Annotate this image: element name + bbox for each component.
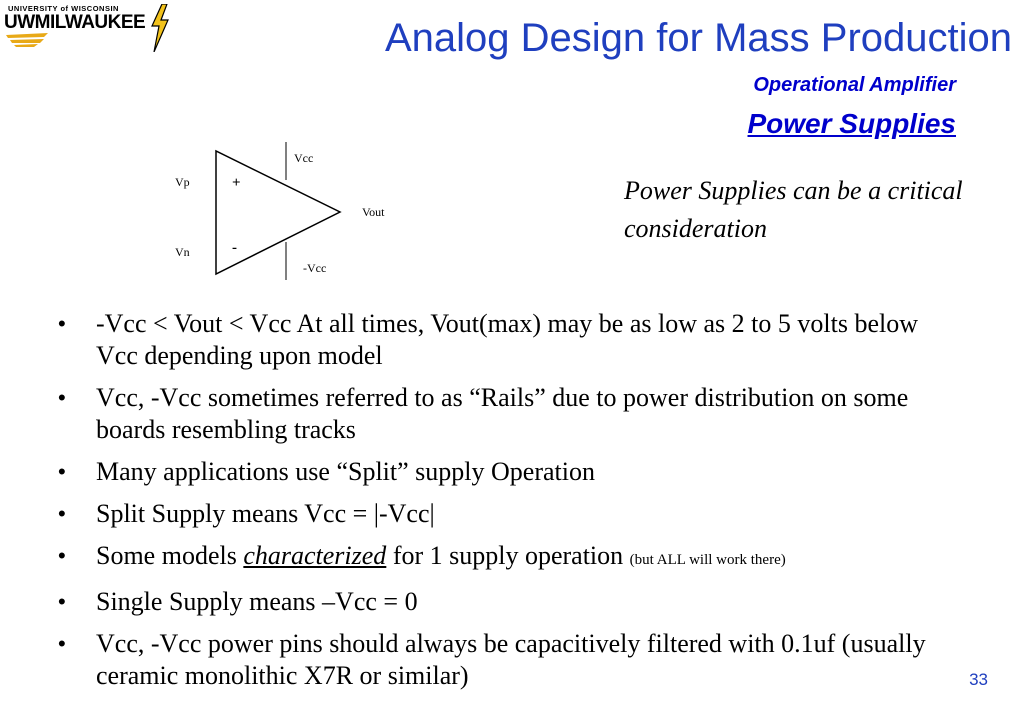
- vcc-label: Vcc: [294, 151, 314, 165]
- logo-wordmark: [4, 12, 145, 34]
- page-number: 33: [969, 670, 988, 689]
- bullet-marker: •: [58, 631, 66, 656]
- plus-sign: +: [232, 175, 241, 191]
- bullet-text: Single Supply means –Vcc = 0: [96, 587, 418, 616]
- university-logo: [4, 4, 174, 54]
- callout-note: Power Supplies can be a critical consideration: [624, 176, 963, 243]
- bullet-aside: (but ALL will work there): [629, 552, 786, 568]
- list-item: [56, 382, 956, 446]
- bullet-text: -Vcc < Vout < Vcc At all times, Vout(max) may be as low as 2 to 5 volts below Vcc depending upon model: [96, 309, 918, 370]
- logo-wing-icon: [4, 32, 54, 48]
- bullet-text: Many applications use “Split” supply Operation: [96, 457, 595, 486]
- bullet-list: [56, 308, 956, 702]
- vp-label: Vp: [175, 175, 190, 189]
- bullet-text-before: Some models: [96, 541, 244, 570]
- vn-label: Vn: [175, 245, 190, 259]
- logo-uw: UW: [4, 12, 35, 33]
- vout-label: Vout: [362, 205, 385, 219]
- list-item: [56, 586, 956, 618]
- bullet-emphasis: characterized: [243, 541, 387, 570]
- slide-subtitle: Operational Amplifier: [753, 74, 956, 96]
- slide-title: Analog Design for Mass Production: [385, 16, 1012, 60]
- bullet-text-after: for 1 supply operation: [386, 541, 630, 570]
- opamp-diagram: [160, 140, 420, 290]
- list-item: [56, 540, 956, 576]
- bullet-marker: •: [58, 311, 66, 336]
- list-item: [56, 308, 956, 372]
- list-item: [56, 456, 956, 488]
- section-heading: Power Supplies: [747, 108, 956, 139]
- bullet-marker: •: [58, 589, 66, 614]
- bullet-marker: •: [58, 501, 66, 526]
- bullet-text: Split Supply means Vcc = |-Vcc|: [96, 499, 435, 528]
- minus-sign: -: [232, 240, 237, 256]
- logo-milwaukee: MILWAUKEE: [34, 12, 146, 33]
- neg-vcc-label: -Vcc: [303, 261, 327, 275]
- list-item: [56, 498, 956, 530]
- list-item: [56, 628, 956, 692]
- bullet-marker: •: [58, 459, 66, 484]
- bullet-marker: •: [58, 385, 66, 410]
- bullet-text: Vcc, -Vcc sometimes referred to as “Rails” due to power distribution on some boards resembling tracks: [96, 383, 909, 444]
- lightning-bolt-icon: [150, 4, 170, 52]
- bullet-text: Vcc, -Vcc power pins should always be capacitively filtered with 0.1uf (usually ceramic monolithic X7R or similar): [96, 629, 926, 690]
- bullet-marker: •: [58, 543, 66, 568]
- logo-university-text: UNIVERSITY of WISCONSIN: [8, 4, 119, 13]
